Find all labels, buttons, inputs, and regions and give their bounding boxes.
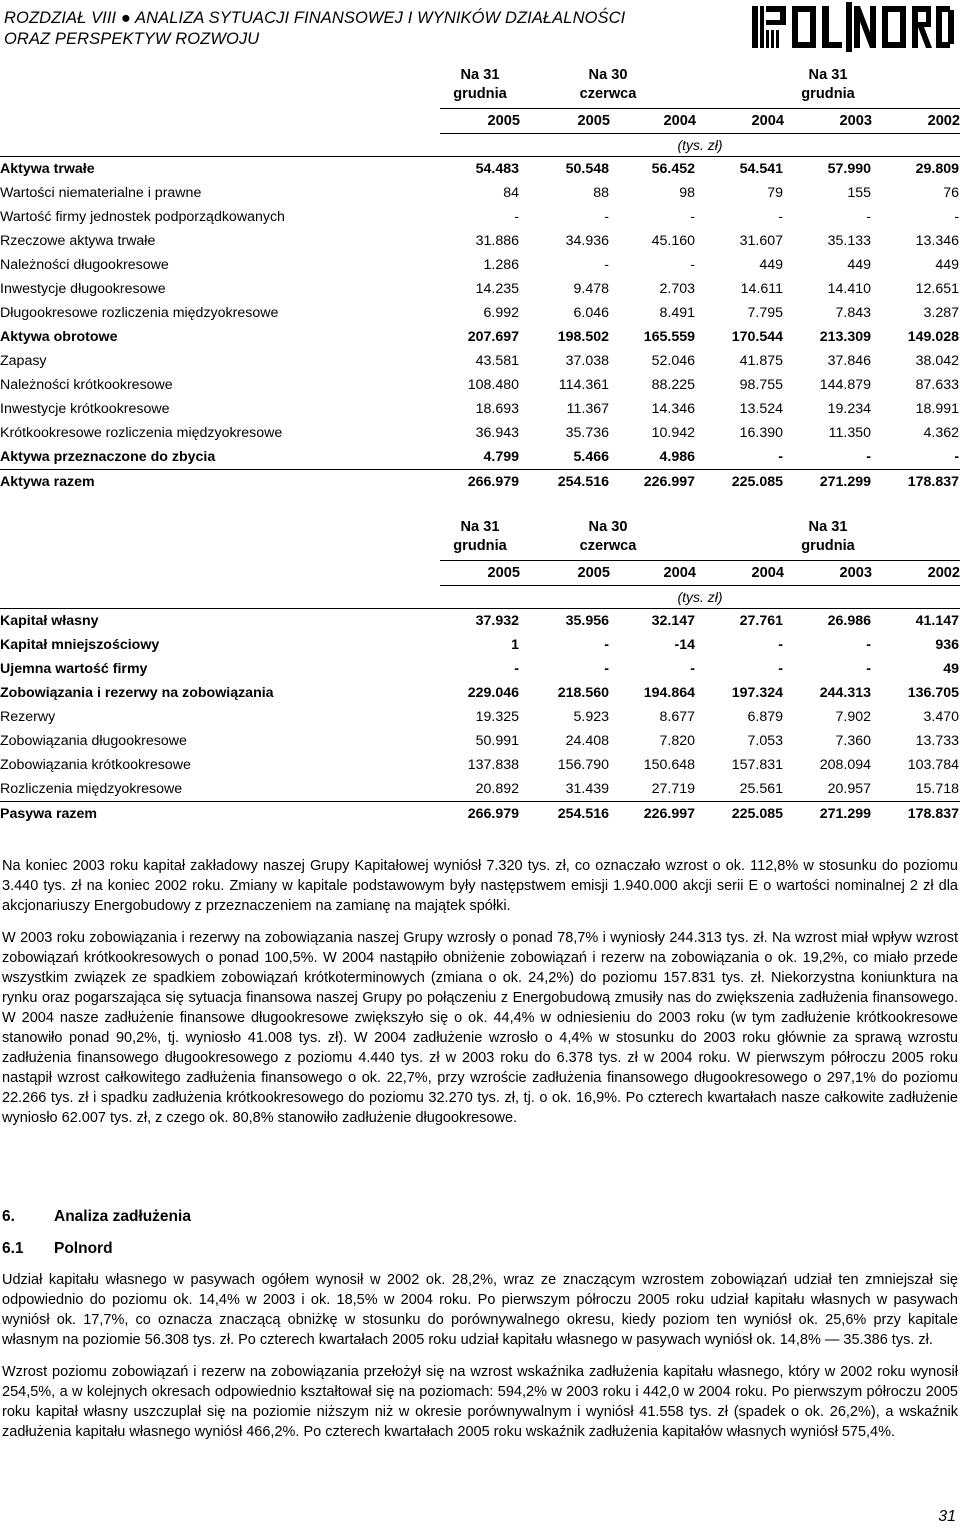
year-header: 2002 bbox=[872, 561, 960, 586]
cell-value: 36.943 bbox=[475, 425, 519, 441]
row-label: Należności krótkookresowe bbox=[0, 377, 173, 393]
table-row bbox=[0, 753, 960, 777]
cell-value: 8.491 bbox=[659, 305, 696, 321]
heading-title: Analiza zadłużenia bbox=[54, 1208, 191, 1225]
cell-value: 2.703 bbox=[659, 281, 696, 297]
row-label: Wartości niematerialne i prawne bbox=[0, 185, 202, 201]
cell-value: 449 bbox=[847, 257, 872, 273]
cell-value: 114.361 bbox=[558, 377, 609, 393]
cell-value: - bbox=[690, 209, 696, 225]
cell-value: - bbox=[604, 661, 609, 677]
cell-value: 271.299 bbox=[819, 474, 872, 490]
header-line-1: ROZDZIAŁ VIII ● ANALIZA SYTUACJI FINANSOWEJ I WYNIKÓW DZIAŁALNOŚCI bbox=[4, 9, 626, 27]
cell-value: 178.837 bbox=[907, 474, 960, 490]
cell-value: 8.677 bbox=[659, 709, 696, 725]
year-header: 2004 bbox=[610, 109, 696, 134]
cell-value: 7.902 bbox=[835, 709, 872, 725]
table-header-periods bbox=[0, 512, 960, 561]
cell-value: 225.085 bbox=[731, 474, 784, 490]
cell-value: - bbox=[954, 209, 960, 225]
cell-value: 11.367 bbox=[566, 401, 609, 417]
table-unit-row bbox=[0, 134, 960, 157]
cell-value: - bbox=[696, 445, 784, 470]
cell-value: 31.439 bbox=[520, 777, 610, 802]
table-row bbox=[0, 777, 960, 802]
table-row bbox=[0, 229, 960, 253]
cell-value: 4.362 bbox=[923, 425, 960, 441]
cell-value: 35.956 bbox=[520, 609, 610, 634]
cell-value: - bbox=[604, 209, 609, 225]
table-row bbox=[0, 729, 960, 753]
cell-value: 37.846 bbox=[827, 353, 872, 369]
cell-value: 6.879 bbox=[747, 709, 784, 725]
cell-value: 14.611 bbox=[740, 281, 784, 297]
cell-value: 108.480 bbox=[467, 377, 519, 393]
table-row bbox=[0, 802, 960, 827]
cell-value: 7.843 bbox=[835, 305, 872, 321]
page-header bbox=[4, 8, 744, 50]
assets-table bbox=[0, 60, 960, 494]
cell-value: 88.225 bbox=[651, 377, 696, 393]
cell-value: 10.942 bbox=[651, 425, 696, 441]
cell-value: 19.234 bbox=[827, 401, 872, 417]
row-label: Zobowiązania i rezerwy na zobowiązania bbox=[0, 685, 274, 701]
page-number: 31 bbox=[938, 1508, 956, 1525]
cell-value: 12.651 bbox=[915, 281, 960, 297]
period-header-2: Na 30 czerwca bbox=[579, 519, 637, 554]
cell-value: 98.755 bbox=[739, 377, 784, 393]
cell-value: 20.957 bbox=[784, 777, 872, 802]
cell-value: 14.235 bbox=[475, 281, 519, 297]
row-label: Rezerwy bbox=[0, 709, 56, 725]
cell-value: 52.046 bbox=[651, 353, 696, 369]
row-label: Aktywa razem bbox=[0, 474, 95, 490]
period-header-2: Na 30 czerwca bbox=[579, 67, 637, 102]
row-label: Inwestycje długookresowe bbox=[0, 281, 166, 297]
cell-value: 170.544 bbox=[731, 329, 784, 345]
row-label: Aktywa trwałe bbox=[0, 157, 440, 182]
cell-value: 213.309 bbox=[819, 329, 872, 345]
heading-number: 6.1 bbox=[2, 1240, 24, 1257]
cell-value: - bbox=[778, 209, 784, 225]
cell-value: - bbox=[872, 445, 960, 470]
year-header: 2004 bbox=[696, 109, 784, 134]
cell-value: 229.046 bbox=[467, 685, 519, 701]
cell-value: - bbox=[866, 209, 872, 225]
cell-value: 88 bbox=[593, 185, 609, 201]
cell-value: 6.992 bbox=[483, 305, 519, 321]
cell-value: 271.299 bbox=[819, 806, 872, 822]
cell-value: 7.795 bbox=[747, 305, 784, 321]
table-row bbox=[0, 277, 960, 301]
cell-value: 45.160 bbox=[651, 233, 696, 249]
cell-value: -14 bbox=[674, 637, 696, 653]
cell-value: 84 bbox=[503, 185, 519, 201]
cell-value: 54.483 bbox=[440, 157, 520, 182]
cell-value: 103.784 bbox=[907, 757, 960, 773]
cell-value: 18.693 bbox=[475, 401, 519, 417]
year-header: 2004 bbox=[696, 561, 784, 586]
row-label: Kapitał własny bbox=[0, 609, 440, 634]
polnord-logo bbox=[752, 2, 956, 52]
cell-value: 87.633 bbox=[915, 377, 960, 393]
table-header-years bbox=[0, 561, 960, 586]
cell-value: 254.516 bbox=[557, 474, 609, 490]
cell-value: 35.736 bbox=[565, 425, 609, 441]
cell-value: - bbox=[778, 661, 784, 677]
table-unit-row bbox=[0, 586, 960, 609]
table-row bbox=[0, 633, 960, 657]
table-row bbox=[0, 181, 960, 205]
period-header-1: Na 31 grudnia bbox=[453, 67, 507, 102]
table-row bbox=[0, 421, 960, 445]
cell-value: 266.979 bbox=[467, 806, 519, 822]
row-label: Aktywa obrotowe bbox=[0, 329, 118, 345]
cell-value: 208.094 bbox=[819, 757, 872, 773]
body-text-section-2 bbox=[2, 1270, 958, 1454]
cell-value: 13.733 bbox=[915, 733, 960, 749]
cell-value: 19.325 bbox=[475, 709, 519, 725]
cell-value: 37.932 bbox=[440, 609, 520, 634]
table-row bbox=[0, 705, 960, 729]
cell-value: 16.390 bbox=[739, 425, 784, 441]
cell-value: 20.892 bbox=[440, 777, 520, 802]
cell-value: 254.516 bbox=[557, 806, 609, 822]
cell-value: 7.053 bbox=[747, 733, 784, 749]
section-heading-6 bbox=[2, 1208, 191, 1226]
row-label: Należności długookresowe bbox=[0, 257, 169, 273]
table-row bbox=[0, 397, 960, 421]
cell-value: 50.548 bbox=[520, 157, 610, 182]
cell-value: 32.147 bbox=[610, 609, 696, 634]
cell-value: 156.790 bbox=[557, 757, 609, 773]
paragraph: Wzrost poziomu zobowiązań i rezerw na zobowiązania przełożył się na wzrost wskaźnika zadłużenia kapitału własnego, który w 2002 roku wynosił 254,5%, a w kolejnych okresach odpowiednio kształtował się na poziomach: 594,2% w 2003 roku i 442,0 w 2004 roku. Po pierwszym półroczu 2005 roku kapitał własny uszczuplał się na poziomie niższym niż w okresie porównywalnym i wyniósł 41.558 tys. zł (spadek o ok. 26,2%), a wskaźnik zadłużenia kapitału własnego wyniósł 466,2%. Po czterech kwartałach 2005 roku wskaźnik zadłużenia kapitałów własnych wyniósł 575,4%. bbox=[2, 1364, 958, 1440]
table-row bbox=[0, 681, 960, 705]
period-header-3: Na 31 grudnia bbox=[801, 519, 855, 554]
cell-value: 76 bbox=[943, 185, 960, 201]
cell-value: 26.986 bbox=[784, 609, 872, 634]
cell-value: 226.997 bbox=[643, 806, 696, 822]
cell-value: 155 bbox=[847, 185, 872, 201]
cell-value: 11.350 bbox=[828, 425, 872, 441]
paragraph: Udział kapitału własnego w pasywach ogółem wynosił w 2002 ok. 28,2%, wraz ze znaczącym wzrostem zobowiązań udział ten zmniejszał się odpowiednio do poziomu ok. 14,4% w 2003 i ok. 18,5% w 2004 roku. Po pierwszym półroczu 2005 roku udział kapitału własnych w pasywach wyniósł ok. 17,7%, co oznacza znaczącą obniżkę w stosunku do porównywalnego okresu, kiedy poziom ten wyniósł ok. 25,6% przy kapitale własnym na poziomie 56.308 tys. zł. Po czterech kwartałach 2005 roku udział kapitału własnego w pasywach wyniósł ok. 14,8% — 35.386 tys. zł. bbox=[2, 1272, 958, 1348]
cell-value: 54.541 bbox=[696, 157, 784, 182]
row-label: Wartość firmy jednostek podporządkowanych bbox=[0, 209, 285, 225]
cell-value: 9.478 bbox=[573, 281, 609, 297]
table-row bbox=[0, 205, 960, 229]
unit-label: (tys. zł) bbox=[677, 137, 723, 153]
table-row bbox=[0, 325, 960, 349]
row-label: Zapasy bbox=[0, 353, 47, 369]
cell-value: - bbox=[784, 445, 872, 470]
table-row bbox=[0, 301, 960, 325]
cell-value: 226.997 bbox=[643, 474, 696, 490]
cell-value: 14.346 bbox=[651, 401, 696, 417]
cell-value: 38.042 bbox=[915, 353, 960, 369]
cell-value: 24.408 bbox=[565, 733, 609, 749]
cell-value: 449 bbox=[935, 257, 960, 273]
cell-value: 57.990 bbox=[784, 157, 872, 182]
row-label: Zobowiązania krótkookresowe bbox=[0, 757, 191, 773]
cell-value: 35.133 bbox=[827, 233, 872, 249]
cell-value: 3.287 bbox=[923, 305, 960, 321]
heading-number: 6. bbox=[2, 1208, 15, 1225]
year-header: 2005 bbox=[520, 561, 610, 586]
paragraph: Na koniec 2003 roku kapitał zakładowy naszej Grupy Kapitałowej wyniósł 7.320 tys. zł, co oznaczało wzrost o ok. 112,8% w stosunku do poziomu 3.440 tys. zł na koniec 2002 roku. Zmiany w kapitale podstawowym były następstwem emisji 1.940.000 akcji serii E o wartości nominalnej 2 zł dla akcjonariuszy Energobudowy z przeznaczeniem na zamianę na majątek spółki. bbox=[2, 858, 958, 914]
period-header-3: Na 31 grudnia bbox=[801, 67, 855, 102]
row-label: Aktywa przeznaczone do zbycia bbox=[0, 445, 440, 470]
table-row bbox=[0, 609, 960, 634]
cell-value: 7.360 bbox=[835, 733, 872, 749]
cell-value: 13.346 bbox=[915, 233, 960, 249]
row-label: Długookresowe rozliczenia międzyokresowe bbox=[0, 305, 279, 321]
cell-value: 4.986 bbox=[610, 445, 696, 470]
cell-value: 225.085 bbox=[731, 806, 784, 822]
year-header: 2005 bbox=[440, 109, 520, 134]
cell-value: 13.524 bbox=[739, 401, 784, 417]
year-header: 2004 bbox=[610, 561, 696, 586]
liabilities-table bbox=[0, 512, 960, 826]
row-label: Pasywa razem bbox=[0, 806, 98, 822]
cell-value: 41.147 bbox=[872, 609, 960, 634]
cell-value: 244.313 bbox=[819, 685, 872, 701]
row-label: Kapitał mniejszościowy bbox=[0, 637, 160, 653]
row-label: Krótkookresowe rozliczenia międzyokresowe bbox=[0, 425, 283, 441]
table-row bbox=[0, 373, 960, 397]
cell-value: 5.923 bbox=[573, 709, 609, 725]
cell-value: 218.560 bbox=[557, 685, 609, 701]
cell-value: 49 bbox=[943, 661, 960, 677]
cell-value: 1.286 bbox=[483, 257, 519, 273]
year-header: 2005 bbox=[440, 561, 520, 586]
cell-value: - bbox=[690, 257, 696, 273]
cell-value: 149.028 bbox=[907, 329, 960, 345]
cell-value: 15.718 bbox=[872, 777, 960, 802]
cell-value: 137.838 bbox=[467, 757, 519, 773]
table-row bbox=[0, 470, 960, 495]
cell-value: 25.561 bbox=[696, 777, 784, 802]
cell-value: 165.559 bbox=[643, 329, 696, 345]
cell-value: - bbox=[866, 661, 872, 677]
cell-value: 4.799 bbox=[440, 445, 520, 470]
cell-value: - bbox=[866, 637, 872, 653]
table-header-years bbox=[0, 109, 960, 134]
cell-value: 197.324 bbox=[731, 685, 784, 701]
row-label: Zobowiązania długookresowe bbox=[0, 733, 187, 749]
cell-value: - bbox=[690, 661, 696, 677]
cell-value: 18.991 bbox=[915, 401, 960, 417]
row-label: Rzeczowe aktywa trwałe bbox=[0, 233, 156, 249]
cell-value: 34.936 bbox=[565, 233, 609, 249]
cell-value: - bbox=[514, 661, 519, 677]
body-text-section-1 bbox=[2, 856, 958, 1140]
year-header: 2005 bbox=[520, 109, 610, 134]
cell-value: - bbox=[604, 257, 609, 273]
row-label: Rozliczenia międzyokresowe bbox=[0, 777, 440, 802]
cell-value: 178.837 bbox=[907, 806, 960, 822]
cell-value: 98 bbox=[679, 185, 696, 201]
cell-value: 157.831 bbox=[731, 757, 784, 773]
cell-value: 37.038 bbox=[565, 353, 609, 369]
cell-value: 266.979 bbox=[467, 474, 519, 490]
cell-value: 3.470 bbox=[923, 709, 960, 725]
cell-value: 207.697 bbox=[467, 329, 519, 345]
header-line-2: ORAZ PERSPEKTYW ROZWOJU bbox=[4, 30, 260, 48]
year-header: 2003 bbox=[784, 109, 872, 134]
table-row bbox=[0, 157, 960, 182]
cell-value: 43.581 bbox=[475, 353, 519, 369]
cell-value: 27.761 bbox=[696, 609, 784, 634]
cell-value: 936 bbox=[935, 637, 960, 653]
row-label: Ujemna wartość firmy bbox=[0, 661, 148, 677]
cell-value: 5.466 bbox=[520, 445, 610, 470]
period-header-1: Na 31 grudnia bbox=[453, 519, 507, 554]
cell-value: 194.864 bbox=[643, 685, 696, 701]
paragraph: W 2003 roku zobowiązania i rezerwy na zobowiązania naszej Grupy wzrosły o ponad 78,7% i wyniosły 244.313 tys. zł. Na wzrost miał wpływ wzrost zobowiązań krótkookresowych o ponad 100,5%. W 2004 nastąpiło obniżenie zobowiązań i rezerw na zobowiązania o ok. 19,2%, co miało przede wszystkim związek ze spadkiem zobowiązań krótkoterminowych (zmiana o ok. 24,2%) do poziomu 157.831 tys. zł. Niekorzystna koniunktura na rynku oraz pogarszająca się sytuacja finansowa naszej Grupy po połączeniu z Energobudową zmusiły nas do zwiększenia zadłużenia finansowego. W 2004 nasze zadłużenie finansowe długookresowe zwiększyło się o ok. 44,4% w odniesieniu do 2003 roku (w tym zadłużenie krótkookresowe stanowiło ponad 90,2%, tj. wyniosło 41.008 tys. zł). W 2004 zadłużenie wzrosło o 4,4% w stosunku do 2003 roku głównie za sprawą wzrostu zadłużenia finansowego długookresowego z poziomu 4.440 tys. zł w 2003 roku do 6.378 tys. zł w 2004 roku. W pierwszym półroczu 2005 roku nastąpił wzrost całkowitego zadłużenia finansowego o ok. 22,7%, przy wzroście zadłużenia finansowego długookresowego o 297,1% do poziomu 22.266 tys. zł i spadku zadłużenia krótkookresowego do poziomu 32.270 tys. zł, tj. o ok. 16,9%. Po czterech kwartałach nasze całkowite zadłużenie wyniosło 62.007 tys. zł, z czego ok. 80,8% stanowiło zadłużenie długookresowe. bbox=[2, 930, 958, 1126]
year-header: 2003 bbox=[784, 561, 872, 586]
cell-value: 31.886 bbox=[475, 233, 519, 249]
cell-value: - bbox=[778, 637, 784, 653]
cell-value: 7.820 bbox=[659, 733, 696, 749]
unit-label: (tys. zł) bbox=[677, 589, 723, 605]
cell-value: 449 bbox=[759, 257, 784, 273]
cell-value: 6.046 bbox=[573, 305, 609, 321]
cell-value: - bbox=[514, 209, 519, 225]
cell-value: 150.648 bbox=[643, 757, 696, 773]
cell-value: 79 bbox=[767, 185, 784, 201]
year-header: 2002 bbox=[872, 109, 960, 134]
table-row bbox=[0, 349, 960, 373]
section-heading-6-1 bbox=[2, 1240, 113, 1258]
cell-value: 56.452 bbox=[610, 157, 696, 182]
cell-value: 41.875 bbox=[739, 353, 784, 369]
cell-value: 144.879 bbox=[819, 377, 872, 393]
table-row bbox=[0, 445, 960, 470]
cell-value: 27.719 bbox=[610, 777, 696, 802]
cell-value: 31.607 bbox=[739, 233, 784, 249]
row-label: Inwestycje krótkookresowe bbox=[0, 401, 170, 417]
cell-value: 198.502 bbox=[557, 329, 609, 345]
cell-value: 1 bbox=[511, 637, 519, 653]
cell-value: 14.410 bbox=[827, 281, 872, 297]
table-header-periods bbox=[0, 60, 960, 109]
cell-value: 29.809 bbox=[872, 157, 960, 182]
heading-title: Polnord bbox=[54, 1240, 113, 1257]
table-row bbox=[0, 253, 960, 277]
table-row bbox=[0, 657, 960, 681]
cell-value: 136.705 bbox=[907, 685, 960, 701]
cell-value: - bbox=[604, 637, 609, 653]
cell-value: 50.991 bbox=[475, 733, 519, 749]
